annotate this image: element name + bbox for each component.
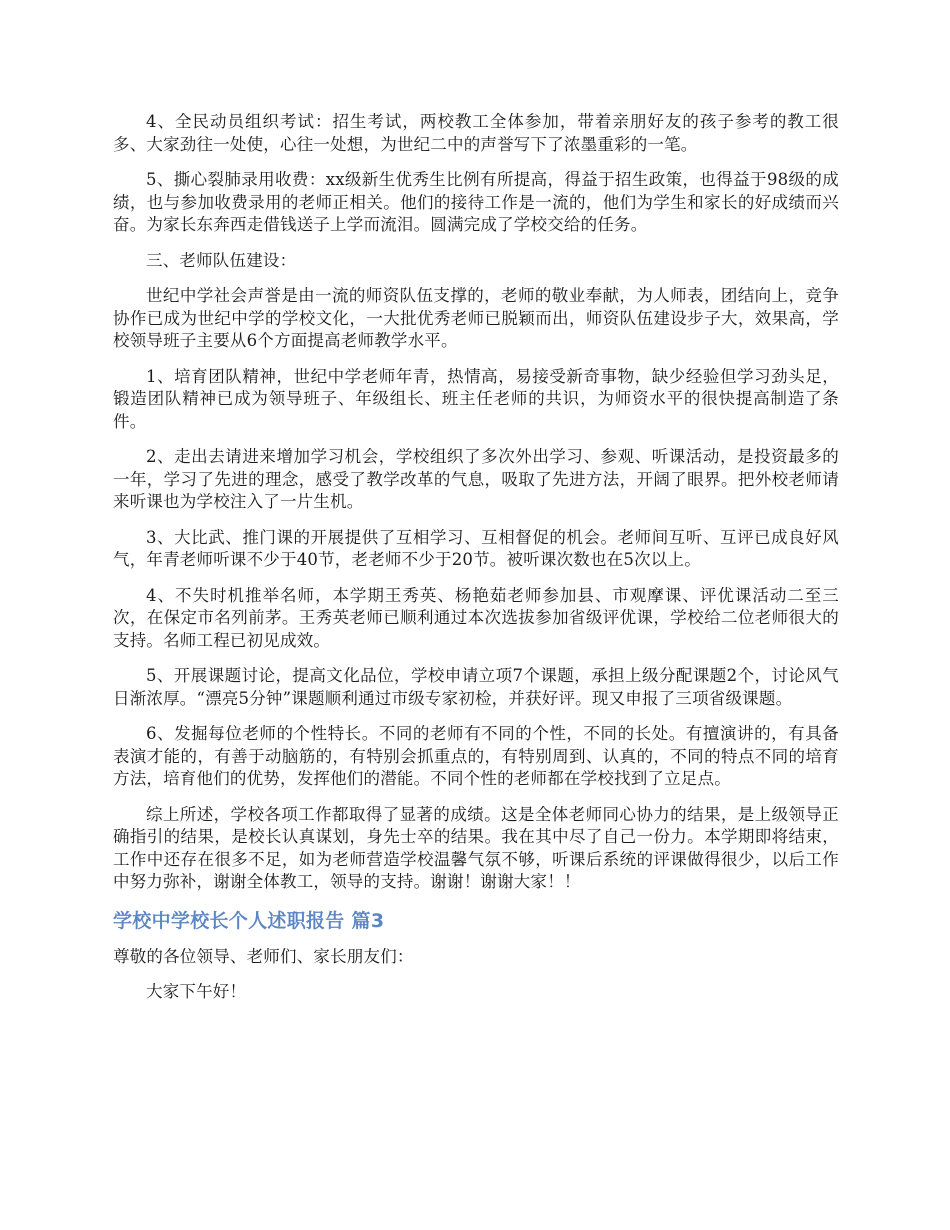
paragraph-conclusion: 综上所述，学校各项工作都取得了显著的成绩。这是全体老师同心协力的结果，是上级领导正确指引的结果，是校长认真谋划，身先士卒的结果。我在其中尽了自己一份力。本学期即将结束，工作中还存在很多不足，如为老师营造学校温馨气氛不够，听课后系统的评课做得很少，以后工作中努力弥补，谢谢全体教工，领导的支持。谢谢！谢谢大家！！	[113, 804, 839, 891]
paragraph-open-classes: 3、大比武、推门课的开展提供了互相学习、互相督促的机会。老师间互听、互评已成良好风气，年青老师听课不少于40节，老老师不少于20节。被听课次数也在5次以上。	[113, 527, 839, 569]
salutation: 尊敬的各位领导、老师们、家长朋友们：	[113, 946, 414, 966]
paragraph-learning-opportunities: 2、走出去请进来增加学习机会，学校组织了多次外出学习、参观、听课活动，是投资最多的一年，学习了先进的理念，感受了教学改革的气息，吸取了先进方法，开阔了眼界。把外校老师请来听课也为学校注入了一片生机。	[113, 447, 839, 511]
paragraph-enrollment-fees: 5、撕心裂肺录用收费：xx级新生优秀生比例有所提高，得益于招生政策，也得益于98级的成绩，也与参加收费录用的老师正相关。他们的接待工作是一流的，他们为学生和家长的好成绩而兴奋。为家长东奔西走借钱送子上学而流泪。圆满完成了学校交给的任务。	[113, 170, 839, 234]
section-heading: 学校中学校长个人述职报告 篇3	[113, 909, 385, 932]
paragraph-exam-organization: 4、全民动员组织考试：招生考试，两校教工全体参加，带着亲朋好友的孩子参考的教工很多、大家劲往一处使，心往一处想，为世纪二中的声誉写下了浓墨重彩的一笔。	[113, 112, 839, 154]
paragraph-research-topics: 5、开展课题讨论，提高文化品位，学校申请立项7个课题，承担上级分配课题2个，讨论风气日渐浓厚。“漂亮5分钟”课题顺利通过市级专家初检，并获好评。现又申报了三项省级课题。	[113, 666, 839, 708]
paragraph-team-spirit: 1、培育团队精神，世纪中学老师年青，热情高，易接受新奇事物，缺少经验但学习劲头足，锻造团队精神已成为领导班子、年级组长、班主任老师的共识，为师资水平的很快提高制造了条件。	[113, 366, 839, 431]
paragraph-teacher-team-intro: 世纪中学社会声誉是由一流的师资队伍支撑的，老师的敬业奉献，为人师表，团结向上，竞争协作已成为世纪中学的学校文化，一大批优秀老师已脱颖而出，师资队伍建设步子大，效果高，学校领导班子主要从6个方面提高老师教学水平。	[113, 286, 839, 350]
document-body	[113, 111, 839, 1017]
greeting: 大家下午好！	[146, 982, 247, 1001]
paragraph-famous-teachers: 4、不失时机推举名师，本学期王秀英、杨艳茹老师参加县、市观摩课、评优课活动二至三次，在保定市名列前茅。王秀英老师已顺利通过本次选拔参加省级评优课，学校给二位老师很大的支持。名师工程已初见成效。	[113, 585, 839, 650]
paragraph-section-three-title: 三、老师队伍建设：	[146, 250, 297, 270]
paragraph-teacher-strengths: 6、发掘每位老师的个性特长。不同的老师有不同的个性，不同的长处。有擅演讲的，有具备表演才能的，有善于动脑筋的，有特别会抓重点的，有特别周到、认真的，不同的特点不同的培育方法，培育他们的优势，发挥他们的潜能。不同个性的老师都在学校找到了立足点。	[113, 724, 839, 788]
